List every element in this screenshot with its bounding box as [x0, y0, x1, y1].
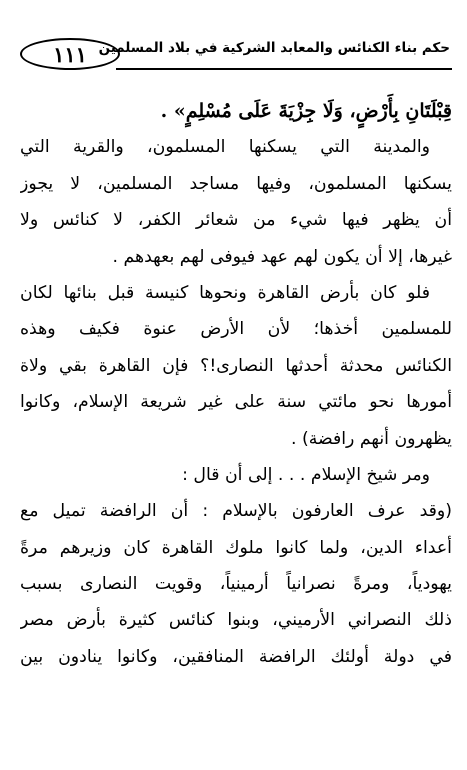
text-line: للمسلمين أخذها؛ لأن الأرض عنوة فكيف وهذه [20, 319, 452, 340]
text-line: في دولة أولئك الرافضة المنافقين، وكانوا ينادون بين [20, 646, 452, 667]
page-number: ١١١ [20, 38, 120, 70]
text-line: يسكنها المسلمون، وفيها مساجد المسلمين، لا يجوز [20, 173, 452, 194]
running-title: حكم بناء الكنائس والمعابد الشركية في بلاد المسلمين [98, 40, 450, 56]
text-line: يهودياً، ومرةً نصرانياً أرمينياً، وقويت النصارى بسبب [20, 574, 452, 595]
text-line: (وقد عرف العارفون بالإسلام : أن الرافضة تميل مع [20, 501, 452, 522]
text-line: ومر شيخ الإسلام . . . إلى أن قال : [182, 464, 430, 485]
header-rule [116, 68, 452, 70]
text-line: أمورها نحو مائتي سنة على غير شريعة الإسلام، وكانوا [20, 392, 452, 413]
text-line: ذلك النصراني الأرميني، وبنوا كنائس كثيرة بأرض مصر [20, 610, 452, 631]
page-body [20, 93, 452, 675]
text-line: يظهرون أنهم رافضة) . [291, 428, 452, 449]
text-line: أن يظهر فيها شيء من شعائر الكفر، لا كنائس ولا [20, 210, 452, 231]
text-line: غيرها، إلا أن يكون لهم عهد فيوفى لهم بعهدهم . [112, 246, 452, 267]
text-line: فلو كان بأرض القاهرة ونحوها كنيسة قبل بنائها لكان [20, 282, 430, 303]
text-line: أعداء الدين، ولما كانوا ملوك القاهرة كان وزيرهم مرةً [20, 537, 452, 558]
page-header [20, 36, 452, 76]
text-line: والمدينة التي يسكنها المسلمون، والقرية التي [20, 137, 430, 158]
text-line: الكنائس محدثة أحدثها النصارى!؟ فإن القاهرة بقي ولاة [20, 355, 452, 376]
hadith-line: قِبْلَتَانِ بِأَرْضٍ، وَلَا جِزْيَةَ عَلَى مُسْلِمٍ» . [160, 100, 452, 122]
